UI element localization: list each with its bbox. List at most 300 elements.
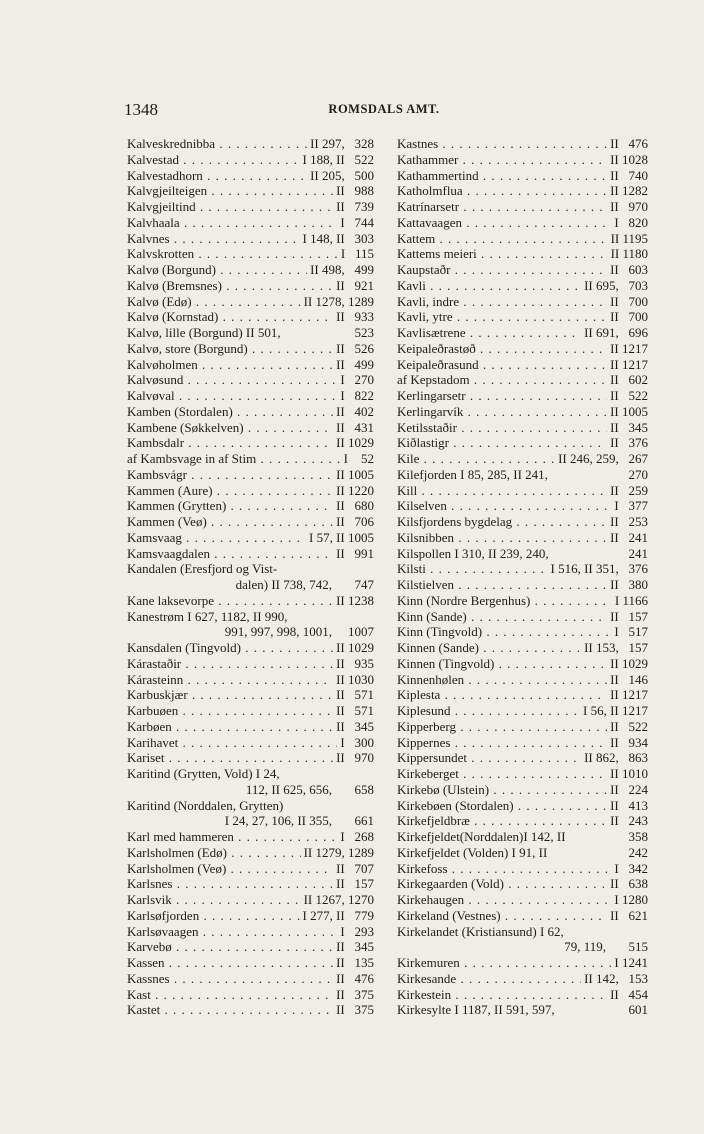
- entry-page-ref: II 1217: [610, 687, 648, 703]
- index-entry: [397, 530, 648, 546]
- index-entry: [127, 609, 374, 641]
- index-entry: [397, 813, 648, 829]
- index-entry: [397, 987, 648, 1003]
- entry-name: Kanestrøm I 627, 1182, II 990,: [127, 608, 288, 624]
- index-entry: [397, 357, 648, 373]
- index-entry: [127, 136, 374, 152]
- index-entry: [397, 782, 648, 798]
- entry-name: Kavlisætrene . . .: [397, 325, 581, 341]
- entry-page-ref: II 638: [610, 876, 648, 892]
- index-entry: [127, 231, 374, 247]
- entry-page-ref: II 205, 500: [310, 167, 374, 183]
- entry-name: Kambsdalr . . .: [127, 435, 333, 451]
- entry-name: Kirkefoss . . .: [397, 861, 611, 877]
- entry-page-ref: I 1241: [614, 955, 648, 970]
- index-entry: [397, 309, 648, 325]
- index-entry: [397, 829, 648, 845]
- entry-name: Karlsøvaagen . . .: [127, 924, 337, 940]
- entry-page-ref: II 691, 696: [584, 325, 648, 340]
- entry-name: Kalvøsund . . .: [127, 372, 337, 388]
- index-entry: [397, 546, 648, 562]
- entry-page-ref: II 1005: [336, 466, 374, 482]
- entry-page-ref: II 933: [336, 309, 374, 325]
- entry-name: Kirkemuren . . .: [397, 955, 611, 971]
- index-entry: [397, 876, 648, 892]
- index-entry: [127, 876, 374, 892]
- index-entry: [397, 483, 648, 499]
- entry-name: Kiplesta . . .: [397, 687, 607, 703]
- entry-name: Kalvø, store (Borgund) . . .: [127, 341, 333, 357]
- entry-continuation: 112, II 625, 656,: [245, 781, 332, 797]
- entry-page-ref: II 1267, 1270: [303, 892, 374, 907]
- entry-name: Kile . . .: [397, 451, 555, 467]
- entry-page-ref: II 1278, 1289: [303, 293, 374, 309]
- index-entry: [127, 955, 374, 971]
- index-entry: [127, 939, 374, 955]
- entry-name: Kalvøval . . .: [127, 388, 337, 404]
- entry-page-ref: I 268: [340, 829, 374, 844]
- entry-page-ref: I 277, II 779: [302, 907, 374, 923]
- entry-page-ref: I 56, II 1217: [583, 703, 648, 718]
- index-entry: [127, 435, 374, 451]
- entry-page-ref: II 146: [610, 671, 648, 687]
- entry-page-ref: 241: [628, 545, 648, 561]
- entry-name: Kirkebøen (Stordalen) . . .: [397, 798, 607, 814]
- entry-name: Kalvø (Kornstad) . . .: [127, 309, 333, 325]
- entry-page-ref: II 571: [336, 687, 374, 703]
- index-column-left: [127, 136, 374, 1018]
- entry-page-ref: II 1030: [336, 671, 374, 687]
- index-entry: [397, 388, 648, 404]
- index-entry: [127, 924, 374, 940]
- entry-name: Kiplesund . . .: [397, 703, 580, 719]
- index-entry: [127, 309, 374, 325]
- index-entry: [397, 372, 648, 388]
- entry-page-ref: II 526: [336, 340, 374, 356]
- entry-page-ref: I 1280: [614, 892, 648, 907]
- index-entry: [397, 168, 648, 184]
- entry-page-ref: II 153, 157: [584, 640, 648, 655]
- index-entry: [397, 278, 648, 294]
- index-entry: [397, 231, 648, 247]
- index-entry: [127, 372, 374, 388]
- entry-name: Kalvø (Borgund) . . .: [127, 262, 307, 278]
- index-entry: [397, 577, 648, 593]
- entry-name: Kirkefjeldet(Norddalen)I 142, II: [397, 829, 566, 844]
- entry-name: Kirkefjeldbræ . . .: [397, 813, 607, 829]
- entry-page-ref: II 602: [610, 372, 648, 388]
- index-entry: [127, 672, 374, 688]
- index-entry: [127, 1002, 374, 1018]
- entry-name: Kathammer . . .: [397, 152, 607, 168]
- index-entry: [127, 483, 374, 499]
- index-entry: [397, 514, 648, 530]
- entry-page-ref: II 1029: [610, 655, 648, 671]
- index-entry: [397, 420, 648, 436]
- entry-page-ref: II 740: [610, 167, 648, 183]
- entry-name: Karlsholmen (Edø) . . .: [127, 845, 301, 861]
- entry-page-ref: II 1279, 1289: [303, 844, 374, 860]
- entry-name: Kansdalen (Tingvold) . . .: [127, 640, 333, 656]
- entry-page-ref: 358: [628, 829, 648, 844]
- index-entry: [397, 687, 648, 703]
- index-entry: [397, 971, 648, 987]
- entry-name: Kinn (Sande) . . .: [397, 609, 607, 625]
- entry-page-ref: I 1166: [614, 592, 648, 608]
- entry-name: Kalvø (Bremsnes) . . .: [127, 278, 333, 294]
- index-entry: [127, 514, 374, 530]
- index-entry: [127, 215, 374, 231]
- index-entry: [127, 262, 374, 278]
- entry-name: Kattem . . .: [397, 231, 608, 247]
- entry-continuation: I 24, 27, 106, II 355,: [224, 813, 332, 829]
- index-entry: [397, 152, 648, 168]
- index-entry: [127, 735, 374, 751]
- entry-name: Karbuøen . . .: [127, 703, 333, 719]
- entry-page-ref: II 380: [610, 577, 648, 592]
- index-entry: [127, 498, 374, 514]
- entry-page-ref: II 700: [610, 293, 648, 309]
- entry-name: Kassen . . .: [127, 955, 333, 971]
- entry-page-ref: 601: [628, 1002, 648, 1018]
- entry-page-ref: II 454: [610, 986, 648, 1002]
- entry-page-ref: II 603: [610, 262, 648, 277]
- entry-page-ref: II 1010: [610, 766, 648, 781]
- index-entry: [397, 750, 648, 766]
- entry-name: Karl med hammeren . . .: [127, 829, 337, 845]
- entry-name: Karitind (Grytten, Vold) I 24,: [127, 766, 280, 781]
- entry-name: Kirkegaarden (Vold) . . .: [397, 876, 607, 892]
- entry-name: Kerlingarvík . . .: [397, 404, 607, 420]
- index-entry: [127, 388, 374, 404]
- index-entry: [127, 404, 374, 420]
- entry-name: Kirkestein . . .: [397, 987, 607, 1003]
- index-entry: [127, 750, 374, 766]
- entry-name: Kammen (Aure) . . .: [127, 483, 333, 499]
- entry-page-ref: II 499: [336, 356, 374, 372]
- entry-page-ref: I 342: [614, 860, 648, 876]
- index-entry: [127, 892, 374, 908]
- index-entry: [127, 766, 374, 798]
- entry-name: Kalveskrednibba . . .: [127, 136, 307, 152]
- entry-name: Kassnes . . .: [127, 971, 333, 987]
- entry-name: Keipaleðrastøð . . .: [397, 341, 607, 357]
- entry-page-ref: II 135: [336, 955, 374, 970]
- index-entry: [127, 451, 374, 467]
- entry-page-ref: I 270: [340, 372, 374, 388]
- entry-page-ref: II 1220: [336, 482, 374, 498]
- entry-name: Kinnen (Sande) . . .: [397, 640, 581, 656]
- entry-name: Kiðlastigr . . .: [397, 435, 607, 451]
- index-entry: [127, 325, 374, 341]
- index-entry: [397, 672, 648, 688]
- index-entry: [127, 183, 374, 199]
- index-column-right: [397, 136, 648, 1018]
- index-entry: [127, 199, 374, 215]
- index-entry: [397, 498, 648, 514]
- index-entry: [397, 955, 648, 971]
- entry-name: Kamben (Stordalen) . . .: [127, 404, 333, 420]
- index-entry: [127, 152, 374, 168]
- index-entry: [127, 845, 374, 861]
- entry-name: Kárasteinn . . .: [127, 672, 333, 688]
- index-entry: [397, 341, 648, 357]
- entry-name: Kavli, indre . . .: [397, 294, 607, 310]
- entry-name: Kaupstaðr . . .: [397, 262, 607, 278]
- index-entry: [397, 294, 648, 310]
- entry-name: Kathammertind . . .: [397, 168, 607, 184]
- index-entry: [397, 1002, 648, 1018]
- index-entry: [127, 357, 374, 373]
- index-entry: [397, 467, 648, 483]
- index-entry: [397, 325, 648, 341]
- entry-page-ref: I 293: [340, 923, 374, 939]
- entry-name: Kirkeberget . . .: [397, 766, 607, 782]
- entry-page-ref: II 1217: [610, 356, 648, 372]
- entry-name: Kattems meieri . . .: [397, 246, 608, 262]
- entry-page-ref: II 970: [610, 199, 648, 214]
- entry-page-ref: II 375: [336, 986, 374, 1002]
- page-header: [124, 100, 644, 122]
- index-entry: [397, 404, 648, 420]
- entry-page-ref: II 921: [336, 277, 374, 293]
- entry-name: Kirkesande . . .: [397, 971, 581, 987]
- entry-page-ref: I 517: [614, 624, 648, 640]
- index-entry: [127, 420, 374, 436]
- index-entry: [397, 656, 648, 672]
- index-entry: [397, 845, 648, 861]
- entry-name: Kilsnibben . . .: [397, 530, 607, 546]
- entry-name: Kirkelandet (Kristiansund) I 62,: [397, 923, 564, 939]
- entry-name: Kalvø (Edø) . . .: [127, 294, 301, 310]
- entry-name: Kinn (Nordre Bergenhus) . . .: [397, 593, 612, 609]
- entry-name: Kane laksevorpe . . .: [127, 593, 333, 609]
- entry-page-ref: I 148, II 303: [302, 230, 374, 246]
- entry-page-ref: I 744: [340, 214, 374, 230]
- index-entry: [397, 199, 648, 215]
- entry-page-ref: II 246, 259, 267: [558, 451, 648, 466]
- index-entry: [127, 987, 374, 1003]
- entry-page-ref: I 820: [614, 214, 648, 230]
- entry-page-ref: I 822: [340, 388, 374, 403]
- entry-name: Kalvhaala . . .: [127, 215, 337, 231]
- entry-page-ref: II 739: [336, 199, 374, 214]
- entry-name: Kilstielven . . .: [397, 577, 607, 593]
- entry-name: Kinnenhølen . . .: [397, 672, 607, 688]
- entry-name: Kirkeland (Vestnes) . . .: [397, 908, 607, 924]
- index-entry: [127, 861, 374, 877]
- index-entry: [397, 908, 648, 924]
- entry-name: Karlsvik . . .: [127, 892, 301, 908]
- entry-name: Kammen (Veø) . . .: [127, 514, 333, 530]
- entry-name: Kinn (Tingvold) . . .: [397, 624, 611, 640]
- entry-name: Katholmflua . . .: [397, 183, 607, 199]
- entry-name: Kilsti . . .: [397, 561, 548, 577]
- index-entry: [127, 294, 374, 310]
- entry-page-ref: II 345: [336, 718, 374, 734]
- index-entry: [127, 530, 374, 546]
- entry-name: Kilsfjordens bygdelag . . .: [397, 514, 607, 530]
- entry-page-ref: II 224: [610, 781, 648, 797]
- entry-page-ref: II 142, 153: [584, 970, 648, 986]
- index-entry: [127, 341, 374, 357]
- entry-page-ref: II 431: [336, 419, 374, 435]
- entry-name: Kast . . .: [127, 987, 333, 1003]
- entry-name: Karitind (Norddalen, Grytten): [127, 797, 284, 813]
- entry-page-ref: II 413: [610, 797, 648, 813]
- index-entry: [397, 435, 648, 451]
- entry-page-ref: II 253: [610, 514, 648, 529]
- entry-name: Keipaleðrasund . . .: [397, 357, 607, 373]
- entry-name: Kalvgjeiltind . . .: [127, 199, 333, 215]
- entry-page-ref: II 706: [336, 514, 374, 529]
- entry-page-ref: II 241: [610, 529, 648, 545]
- entry-page-ref: 523: [354, 325, 374, 340]
- index-entry: [127, 719, 374, 735]
- entry-page-ref: II 695, 703: [584, 277, 648, 293]
- index-entry: [127, 546, 374, 562]
- entry-page-ref: II 988: [336, 183, 374, 199]
- entry-name: Kattavaagen . . .: [397, 215, 611, 231]
- index-entry: [127, 687, 374, 703]
- index-entry: [127, 168, 374, 184]
- index-entry: [397, 609, 648, 625]
- entry-page-ref: II 476: [336, 970, 374, 986]
- entry-page-ref: II 700: [610, 309, 648, 325]
- index-entry: [127, 561, 374, 593]
- entry-page-ref: I 188, II 522: [302, 151, 374, 167]
- entry-name: Kalvøholmen . . .: [127, 357, 333, 373]
- index-entry: [397, 703, 648, 719]
- entry-name: Kárastaðir . . .: [127, 656, 333, 672]
- entry-page-ref: II 934: [610, 734, 648, 750]
- entry-continuation: dalen) II 738, 742,: [235, 577, 332, 592]
- entry-page-ref: 270: [628, 466, 648, 482]
- index-entry: [127, 656, 374, 672]
- entry-name: Kavli, ytre . . .: [397, 309, 607, 325]
- entry-name: Karlsholmen (Veø) . . .: [127, 861, 333, 877]
- entry-name: Kippersundet . . .: [397, 750, 581, 766]
- index-entry: [397, 136, 648, 152]
- entry-name: Kambene (Søkkelven) . . .: [127, 420, 333, 436]
- entry-page-ref: II 571: [336, 703, 374, 718]
- entry-name: Kirkesylte I 1187, II 591, 597,: [397, 1002, 555, 1018]
- entry-page-ref: I 300: [340, 734, 374, 750]
- entry-name: af Kambsvage in af Stim . . .: [127, 451, 341, 467]
- entry-page-ref: II 243: [610, 813, 648, 829]
- entry-name: Kariset . . .: [127, 750, 333, 766]
- entry-page-ref: II 1282: [610, 183, 648, 199]
- running-title: ROMSDALS AMT.: [328, 102, 440, 116]
- entry-page-ref: 515: [628, 939, 648, 955]
- entry-name: Kastnes . . .: [397, 136, 607, 152]
- entry-page-ref: II 402: [336, 403, 374, 419]
- entry-name: Ketilsstaðir . . .: [397, 420, 607, 436]
- entry-name: Kamsvaagdalen . . .: [127, 546, 333, 562]
- index-entry: [397, 735, 648, 751]
- index-entry: [127, 246, 374, 262]
- entry-name: Kalvø, lille (Borgund) II 501,: [127, 325, 281, 340]
- index-entry: [127, 593, 374, 609]
- entry-name: Kipperberg . . .: [397, 719, 607, 735]
- entry-name: Kalvgjeilteigen . . .: [127, 183, 333, 199]
- entry-name: Kirkefjeldet (Volden) I 91, II: [397, 844, 548, 860]
- entry-page-ref: II 680: [336, 498, 374, 514]
- index-entry: [397, 593, 648, 609]
- entry-name: Kalvestad . . .: [127, 152, 300, 168]
- entry-page-ref: II 991: [336, 545, 374, 561]
- index-entry: [127, 640, 374, 656]
- entry-page-ref: II 157: [610, 608, 648, 624]
- entry-name: Kalvnes . . .: [127, 231, 300, 247]
- entry-page-ref: II 522: [610, 388, 648, 403]
- index-entry: [397, 246, 648, 262]
- entry-name: Kill . . .: [397, 483, 607, 499]
- entry-page-ref: II 157: [336, 876, 374, 892]
- index-entry: [397, 892, 648, 908]
- index-entry: [127, 278, 374, 294]
- entry-page-ref: I 52: [343, 451, 374, 466]
- entry-name: Kavli . . .: [397, 278, 581, 294]
- entry-page-ref: II 297, 328: [310, 136, 374, 151]
- index-entry: [127, 829, 374, 845]
- index-entry: [127, 798, 374, 830]
- index-entry: [397, 183, 648, 199]
- entry-page-ref: II 345: [336, 939, 374, 955]
- entry-name: Karbøen . . .: [127, 719, 333, 735]
- entry-page-ref: 1007: [348, 624, 374, 640]
- entry-name: Kilspollen I 310, II 239, 240,: [397, 545, 549, 561]
- entry-page-ref: II 621: [610, 907, 648, 923]
- entry-name: Kammen (Grytten) . . .: [127, 498, 333, 514]
- index-entry: [397, 640, 648, 656]
- index-entry: [397, 924, 648, 956]
- entry-name: Karbuskjær . . .: [127, 687, 333, 703]
- entry-page-ref: II 1029: [336, 435, 374, 451]
- entry-name: Karihavet . . .: [127, 735, 337, 751]
- entry-name: Kerlingarsetr . . .: [397, 388, 607, 404]
- index-entry: [397, 624, 648, 640]
- page-number: 1348: [124, 100, 158, 119]
- entry-continuation: 991, 997, 998, 1001,: [224, 624, 332, 640]
- entry-page-ref: II 1238: [336, 592, 374, 608]
- entry-page-ref: II 259: [610, 482, 648, 498]
- index-entry: [397, 861, 648, 877]
- index-entry: [127, 908, 374, 924]
- index-entry: [397, 262, 648, 278]
- entry-page-ref: II 970: [336, 750, 374, 766]
- entry-page-ref: 747: [354, 577, 374, 592]
- index-entry: [127, 971, 374, 987]
- entry-page-ref: II 1005: [610, 403, 648, 419]
- entry-name: Katrínarsetr . . .: [397, 199, 607, 215]
- entry-name: Kirkehaugen . . .: [397, 892, 611, 908]
- index-entry: [397, 798, 648, 814]
- entry-name: Kalvestadhorn . . .: [127, 168, 307, 184]
- entry-continuation: 79, 119,: [564, 939, 606, 955]
- index-entry: [397, 766, 648, 782]
- entry-name: Kalvskrotten . . .: [127, 246, 338, 262]
- entry-name: Kamsvaag . . .: [127, 530, 306, 546]
- entry-name: Karlsøfjorden . . .: [127, 908, 300, 924]
- entry-page-ref: II 522: [610, 718, 648, 734]
- index-entry: [397, 451, 648, 467]
- index-entry: [397, 719, 648, 735]
- entry-page-ref: II 935: [336, 655, 374, 671]
- entry-page-ref: I 115: [340, 246, 374, 262]
- index-entry: [397, 561, 648, 577]
- entry-page-ref: II 1195: [610, 230, 648, 246]
